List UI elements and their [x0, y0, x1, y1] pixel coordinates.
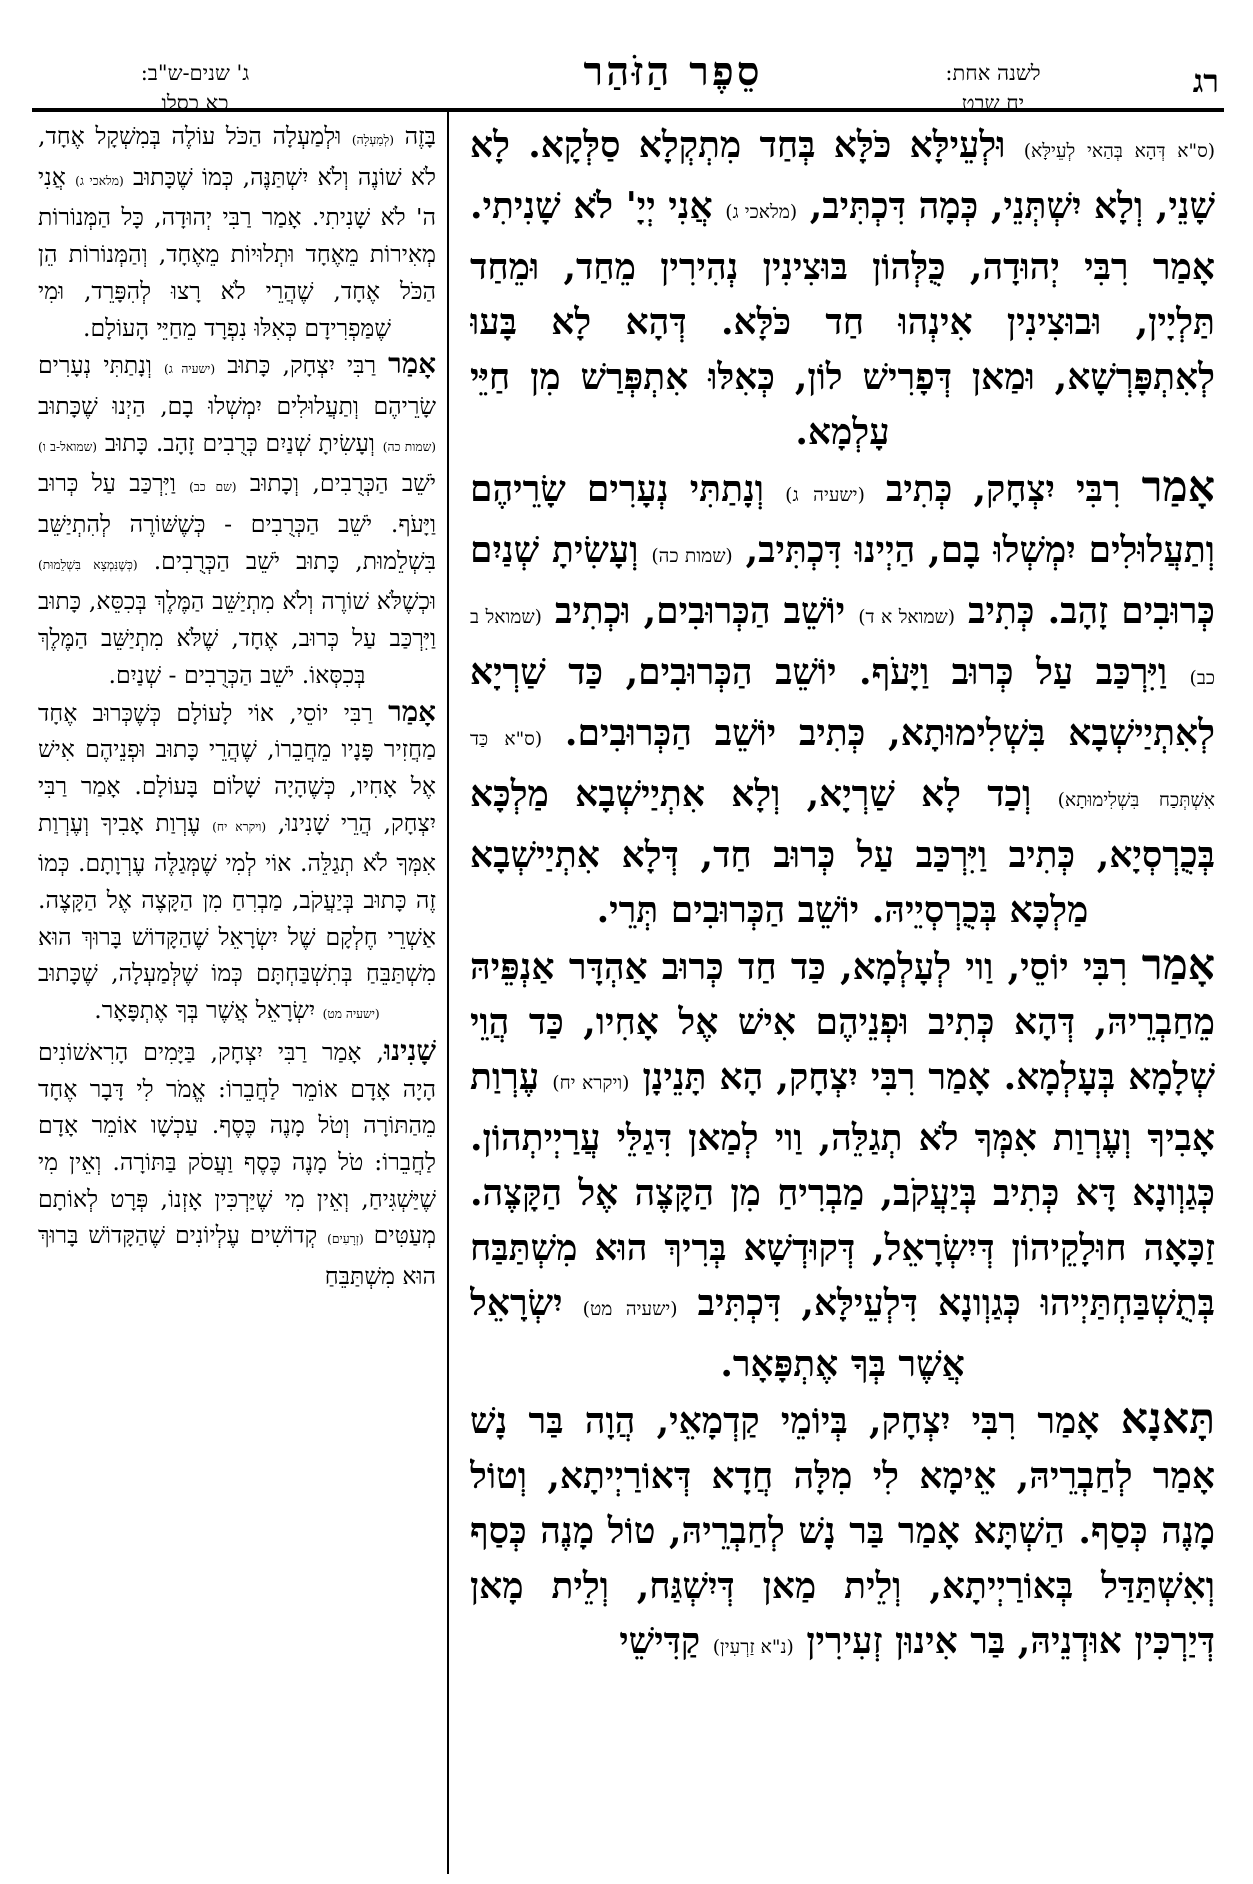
page-number: רג — [1192, 62, 1219, 100]
source-reference: (שמואל ב כב) — [470, 607, 1215, 689]
translation-paragraph-text: , אָמַר רַבִּי יִצְחָק, בַּיָּמִים הָרִאשׁוֹנִים הָיָה אָדָם אוֹמֵר לַחֲבֵרוֹ: אֱמֹר לִי דָּבָר אֶחָד מֵהַתּוֹרָה וְטֹל מָנֶה כֶּסֶף. עַכְשָׁו אוֹמֵר אָדָם לַחֲבֵרוֹ: טֹל מָנֶה כֶּסֶף וַעֲסֹק בַּתּוֹרָה. וְאֵין מִי שֶׁיַּשְׁגִּיחַ, וְאֵין מִי שֶׁיַּרְכִּין אָזְנוֹ, פְּרָט לְאוֹתָם מְעַטִּים (זְרָעִים) קְדוֹשִׁים עֶלְיוֹנִים שֶׁהַקָּדוֹשׁ בָּרוּךְ הוּא מִשְׁתַּבֵּחַ — [38, 1037, 436, 1291]
source-reference: (זְרָעִים) — [327, 1232, 364, 1247]
source-reference: (שמות כה) — [651, 546, 733, 567]
source-reference: (מלאכי ג) — [75, 173, 124, 188]
main-paragraph-text: רִבִּי יִצְחָק, כְּתִיב (ישעיה ג) וְנָתַתִּי נְעָרִים שָׂרֵיהֶם וְתַעֲלוּלִים יִמְשְׁלוּ בָם, הַיְינוּ דִּכְתִּיב, (שמות כה) וְעָשִׂיתָ שְׁנַיִם כְּרוּבִים זָהָב. כְּתִיב (שמואל א ד) יוֹשֵׁב הַכְּרוּבִים, וּכְתִיב (שמואל ב כב) וַיִּרְכַּב עַל כְּרוּב וַיָּעֹף. יוֹשֵׁב הַכְּרוּבִים, כַּד שַׁרְיָא לְאִתְיַישְׁבָא בִּשְׁלִימוּתָא, כְּתִיב יוֹשֵׁב הַכְּרוּבִים. (ס"א כַּד אִשְׁתְּכַח בִּשְׁלִימוּתָא) וְכַד לָא שַׁרְיָא, וְלָא אִתְיַישְׁבָא מַלְכָּא בְּכֻרְסְיָא, כְּתִיב וַיִּרְכַּב עַל כְּרוּב חַד, דְּלָא אִתְיַישְׁבָא מַלְכָּא בְּכֻרְסְיֵיהּ. יוֹשֵׁב הַכְּרוּבִים תְּרֵי. — [470, 468, 1215, 931]
source-reference: (שם כב) — [189, 480, 237, 495]
translation-paragraph — [38, 118, 436, 346]
translation-paragraph-opener: שָׁנִינוּ — [383, 1033, 436, 1067]
translation-column — [38, 118, 436, 1874]
main-paragraph-opener: אָמַר — [1141, 462, 1215, 512]
source-reference: (ישעיה מט) — [322, 1007, 380, 1022]
main-paragraph-text: רִבִּי יוֹסֵי, וַוי לְעָלְמָא, כַּד חַד כְּרוּב אַהְדָּר אַנְפֵּיהּ מֵחַבְרֵיהּ, דְּהָא כְּתִיב וּפְנֵיהֶם אִישׁ אֶל אָחִיו, כַּד הֲוֵי שְׁלָמָא בְּעָלְמָא. אָמַר רִבִּי יִצְחָק, הָא תָּנֵינָן (ויקרא יח) עֶרְוַת אָבִיךָ וְעֶרְוַת אִמְּךָ לֹא תְגַלֵּה, וַוי לְמַאן דִּגַלֵּי עֲרַיְיתְהוֹן. כְּגַוְונָא דָּא כְּתִיב בְּיַעֲקֹב, מַבְרִיחַ מִן הַקָּצֶה אֶל הַקָּצֶה. זַכָּאָה חוּלָקֵיהוֹן דְּיִשְׂרָאֵל, דְּקוּדְשָׁא בְּרִיךְ הוּא מִשְׁתַּבַּח בְּתֻשְׁבַּחְתַּיְיהוּ כְּגַוְונָא דִּלְעֵילָּא, דִּכְתִּיב (ישעיה מט) יִשְׂרָאֵל אֲשֶׁר בְּךָ אֶתְפָּאָר. — [470, 946, 1215, 1385]
main-paragraph — [470, 938, 1215, 1392]
translation-paragraph-opener: אָמַר — [388, 347, 436, 381]
translation-paragraph — [38, 1033, 436, 1295]
main-paragraph — [470, 460, 1215, 938]
source-reference: (שמואל א ד) — [858, 607, 956, 628]
source-reference: (שמות כה) — [382, 439, 436, 454]
main-paragraph-text: אָמַר רִבִּי יִצְחָק, בְּיוֹמֵי קַדְמָאֵי, הֲוָה בַּר נָשׁ אָמַר לְחַבְרֵיהּ, אֵימָא לִי מִלָּה חֲדָא דְּאוֹרַיְיתָא, וְטוֹל מָנֶה כְּסַף. הַשְׁתָּא אָמַר בַּר נָשׁ לְחַבְרֵיהּ, טוֹל מָנֶה כְּסַף וְאִשְׁתַּדַּל בְּאוֹרַיְיתָא, וְלֵית מַאן דְּיִשְׁגַּח, וְלֵית מָאן דְּיַרְכִּין אוּדְנֵיהּ, בַּר אִינוּן זְעִירִין (נ"א זַרְעִין) קַדִּישֵׁי — [470, 1400, 1215, 1662]
source-reference: (לְמַעְלָה) — [351, 133, 394, 147]
column-divider — [447, 112, 449, 1874]
translation-paragraph-text: בָּזֶה (לְמַעְלָה) וּלְמַעְלָה הַכֹּל עוֹלֶה בְּמִשְׁקָל אֶחָד, לֹא שׁוֹנֶה וְלֹא יִשְׁתַּנֶּה, כְּמוֹ שֶׁכָּתוּב (מלאכי ג) אֲנִי ה' לֹא שָׁנִיתִי. אָמַר רַבִּי יְהוּדָה, כָּל הַמְּנוֹרוֹת מְאִירוֹת מֵאֶחָד וּתְלוּיוֹת מֵאֶחָד, וְהַמְּנוֹרוֹת הֵן הַכֹּל אֶחָד, שֶׁהֲרֵי לֹא רָצוּ לְהִפָּרֵד, וּמִי שֶׁמַּפְרִידָם כְּאִלּוּ נִפְרָד מֵחַיֵּי הָעוֹלָם. — [38, 122, 436, 342]
header-left-line2: כא כסלו — [161, 91, 229, 115]
header-rule — [32, 108, 1224, 112]
header-right-line1: לשנה אחת: — [945, 61, 1041, 85]
translation-paragraph — [38, 694, 436, 1033]
source-reference: (ס"א דְּהָא בְּהַאי לְעֵילָּא) — [1023, 141, 1215, 162]
header-right-line2: יח שבט — [961, 91, 1025, 115]
source-reference: (מלאכי ג) — [725, 202, 798, 223]
main-paragraph-opener: אָמַר — [1141, 940, 1215, 990]
source-reference: (ישעיה ג) — [164, 362, 216, 377]
translation-paragraph — [38, 346, 436, 693]
source-reference: (שמואל-ב ו) — [38, 439, 97, 454]
source-reference: (ישעיה ג) — [785, 485, 865, 506]
page-header — [0, 0, 1253, 115]
main-paragraph-opener: תָּאנָא — [1120, 1394, 1215, 1444]
source-reference: (ויקרא יח) — [212, 819, 267, 834]
header-left-line1: ג' שנים-ש"ב: — [140, 61, 250, 85]
main-paragraph-text: (ס"א דְּהָא בְּהַאי לְעֵילָּא) וּלְעֵילָּא כֹּלָּא בְּחַד מִתְקְלָא סַלְּקָא. לָא שָׁנֵי, וְלָא יִשְׁתְּנֵי, כְּמָה דִּכְתִּיב, (מלאכי ג) אֲנִי יְיָ' לֹא שָׁנִיתִי. אָמַר רִבִּי יְהוּדָה, כֻּלְּהוֹן בּוּצִינִין נְהִירִין מֵחַד, וּמֵחַד תַּלְיָין, וּבוּצִינִין אִינְהוּ חַד כֹּלָּא. דְּהָא לָא בָּעוּ לְאִתְפָּרְשָׁא, וּמַאן דְּפָרִישׁ לוֹן, כְּאִלּוּ אִתְפְּרַשׁ מִן חַיֵּי עָלְמָא. — [470, 124, 1215, 453]
translation-paragraph-opener: אָמַר — [388, 694, 436, 728]
source-reference: (ויקרא יח) — [552, 1073, 630, 1094]
translation-paragraph-text: רַבִּי יִצְחָק, כָּתוּב (ישעיה ג) וְנָתַתִּי נְעָרִים שָׂרֵיהֶם וְתַעֲלוּלִים יִמְשְׁלוּ בָם, הַיְנוּ שֶׁכָּתוּב (שמות כה) וְעָשִׂיתָ שְׁנַיִם כְּרֻבִים זָהָב. כָּתוּב (שמואל-ב ו) יֹשֵׁב הַכְּרֻבִים, וְכָתוּב (שם כב) וַיִּרְכַּב עַל כְּרוּב וַיָּעֹף. יֹשֵׁב הַכְּרֻבִים - כְּשֶׁשּׁוֹרֶה לְהִתְיַשֵּׁב בִּשְׁלֵמוּת, כָּתוּב יֹשֵׁב הַכְּרֻבִים. (כְּשֶׁנִּמְצָא בִּשְׁלֵמוּת) וּכְשֶׁלֹּא שׁוֹרֶה וְלֹא מִתְיַשֵּׁב הַמֶּלֶךְ בְּכִסֵּא, כָּתוּב וַיִּרְכַּב עַל כְּרוּב, אֶחָד, שֶׁלֹּא מִתְיַשֵּׁב הַמֶּלֶךְ בְּכִסְּאוֹ. יֹשֵׁב הַכְּרֻבִים - שְׁנַיִם. — [38, 351, 436, 689]
source-reference: (נ"א זַרְעִין) — [712, 1637, 794, 1658]
main-text-column — [470, 118, 1215, 1874]
translation-paragraph-text: רַבִּי יוֹסֵי, אוֹי לָעוֹלָם כְּשֶׁכְּרוּב אֶחָד מַחֲזִיר פָּנָיו מֵחֲבֵרוֹ, שֶׁהֲרֵי כָּתוּב וּפְנֵיהֶם אִישׁ אֶל אָחִיו, כְּשֶׁהָיָה שָׁלוֹם בָּעוֹלָם. אָמַר רַבִּי יִצְחָק, הֲרֵי שָׁנִינוּ, (ויקרא יח) עֶרְוַת אָבִיךָ וְעֶרְוַת אִמְּךָ לֹא תְגַלֵּה. אוֹי לְמִי שֶׁמְּגַלֶּה עֶרְוָתָם. כְּמוֹ זֶה כָּתוּב בְּיַעֲקֹב, מַבְרִחַ מִן הַקָּצֶה אֶל הַקָּצֶה. אַשְׁרֵי חֶלְקָם שֶׁל יִשְׂרָאֵל שֶׁהַקָּדוֹשׁ בָּרוּךְ הוּא מִשְׁתַּבֵּחַ בְּתִשְׁבַּחְתָּם כְּמוֹ שֶׁלְּמַעְלָה, שֶׁכָּתוּב (ישעיה מט) יִשְׂרָאֵל אֲשֶׁר בְּךָ אֶתְפָּאָר. — [38, 698, 436, 1025]
source-reference: (ישעיה מט) — [582, 1299, 678, 1320]
main-paragraph — [470, 118, 1215, 460]
source-reference: (ס"א כַּד אִשְׁתְּכַח בִּשְׁלִימוּתָא) — [470, 729, 1215, 811]
source-reference: (כְּשֶׁנִּמְצָא בִּשְׁלֵמוּת) — [38, 557, 138, 572]
main-paragraph — [470, 1392, 1215, 1675]
book-title: סֵפֶר הַזֹּהַר — [583, 48, 763, 95]
